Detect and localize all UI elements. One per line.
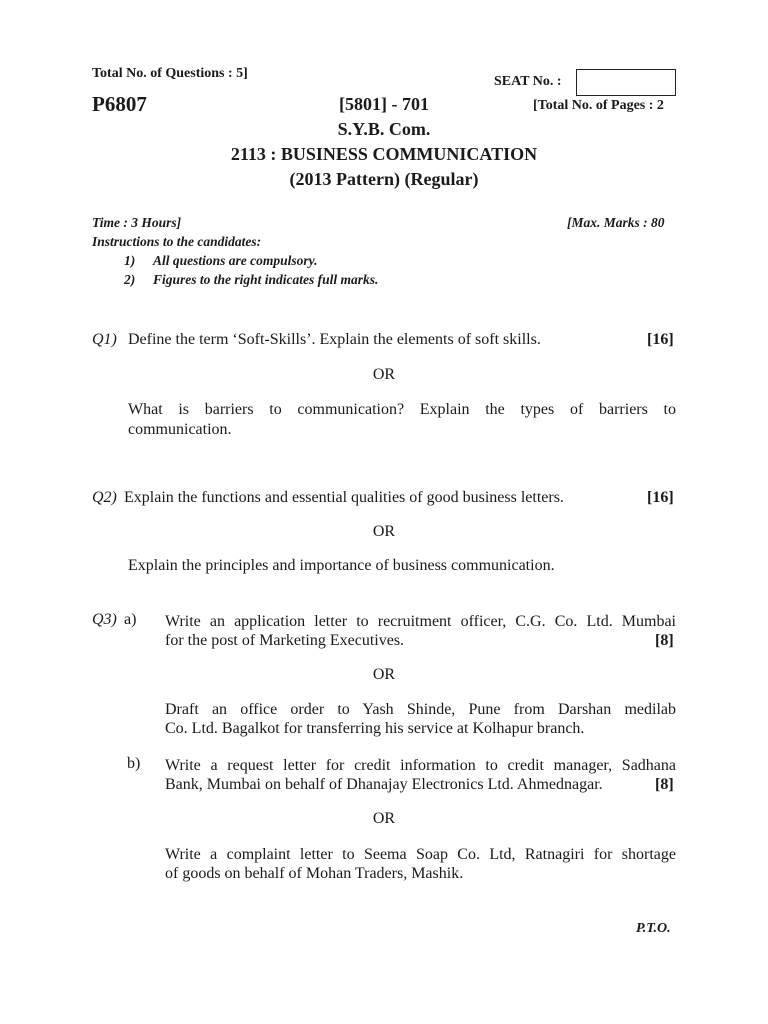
q3a-label: a) (124, 611, 137, 628)
q3b-alt-line1: Write a complaint letter to Seema Soap Co. Ltd, Ratnagiri for shortage (165, 846, 676, 863)
total-questions: Total No. of Questions : 5] (92, 66, 248, 81)
course-title: S.Y.B. Com. (337, 119, 431, 139)
page-turn-over: P.T.O. (636, 921, 671, 936)
q3b-or: OR (372, 810, 396, 827)
q3a-line2: for the post of Marketing Executives. (165, 632, 405, 649)
q2-or: OR (372, 523, 396, 540)
exam-code: [5801] - 701 (339, 94, 429, 114)
q2-label: Q2) (92, 489, 117, 506)
instruction-number: 1) (124, 253, 136, 268)
q3a-alt-line2: Co. Ltd. Bagalkot for transferring his service at Kolhapur branch. (165, 720, 585, 737)
q1-alt-line2: communication. (128, 421, 232, 438)
subject-title: 2113 : BUSINESS COMMUNICATION (230, 144, 538, 164)
q1-label: Q1) (92, 331, 117, 348)
seat-number-box (576, 69, 676, 96)
seat-label: SEAT No. : (494, 74, 562, 89)
paper-code: P6807 (92, 92, 147, 116)
q3b-line2: Bank, Mumbai on behalf of Dhanajay Electronics Ltd. Ahmednagar. (165, 776, 603, 793)
pattern-title: (2013 Pattern) (Regular) (289, 169, 479, 189)
q3a-line1: Write an application letter to recruitment officer, C.G. Co. Ltd. Mumbai (165, 613, 676, 630)
q3a-or: OR (372, 666, 396, 683)
q3b-marks: [8] (655, 776, 674, 793)
q3b-line1: Write a request letter for credit information to credit manager, Sadhana (165, 757, 676, 774)
q2-alt: Explain the principles and importance of business communication. (128, 557, 555, 574)
q3a-marks: [8] (655, 632, 674, 649)
q1-alt-line1: What is barriers to communication? Explain the types of barriers to (128, 401, 676, 418)
instructions-title: Instructions to the candidates: (92, 234, 262, 249)
total-pages: [Total No. of Pages : 2 (533, 98, 664, 113)
q3-label: Q3) (92, 611, 117, 628)
q3a-alt-line1: Draft an office order to Yash Shinde, Pune from Darshan medilab (165, 701, 676, 718)
q1-text: Define the term ‘Soft-Skills’. Explain the elements of soft skills. (128, 331, 541, 348)
instruction-number: 2) (124, 272, 136, 287)
q1-marks: [16] (647, 331, 674, 348)
q3b-alt-line2: of goods on behalf of Mohan Traders, Mashik. (165, 865, 464, 882)
max-marks: [Max. Marks : 80 (567, 215, 665, 230)
q2-text: Explain the functions and essential qualities of good business letters. (124, 489, 564, 506)
instruction-text: All questions are compulsory. (153, 253, 318, 268)
time-allowed: Time : 3 Hours] (92, 215, 182, 230)
q2-marks: [16] (647, 489, 674, 506)
q1-or: OR (372, 366, 396, 383)
instruction-text: Figures to the right indicates full marks. (153, 272, 379, 287)
q3b-label: b) (127, 755, 141, 772)
